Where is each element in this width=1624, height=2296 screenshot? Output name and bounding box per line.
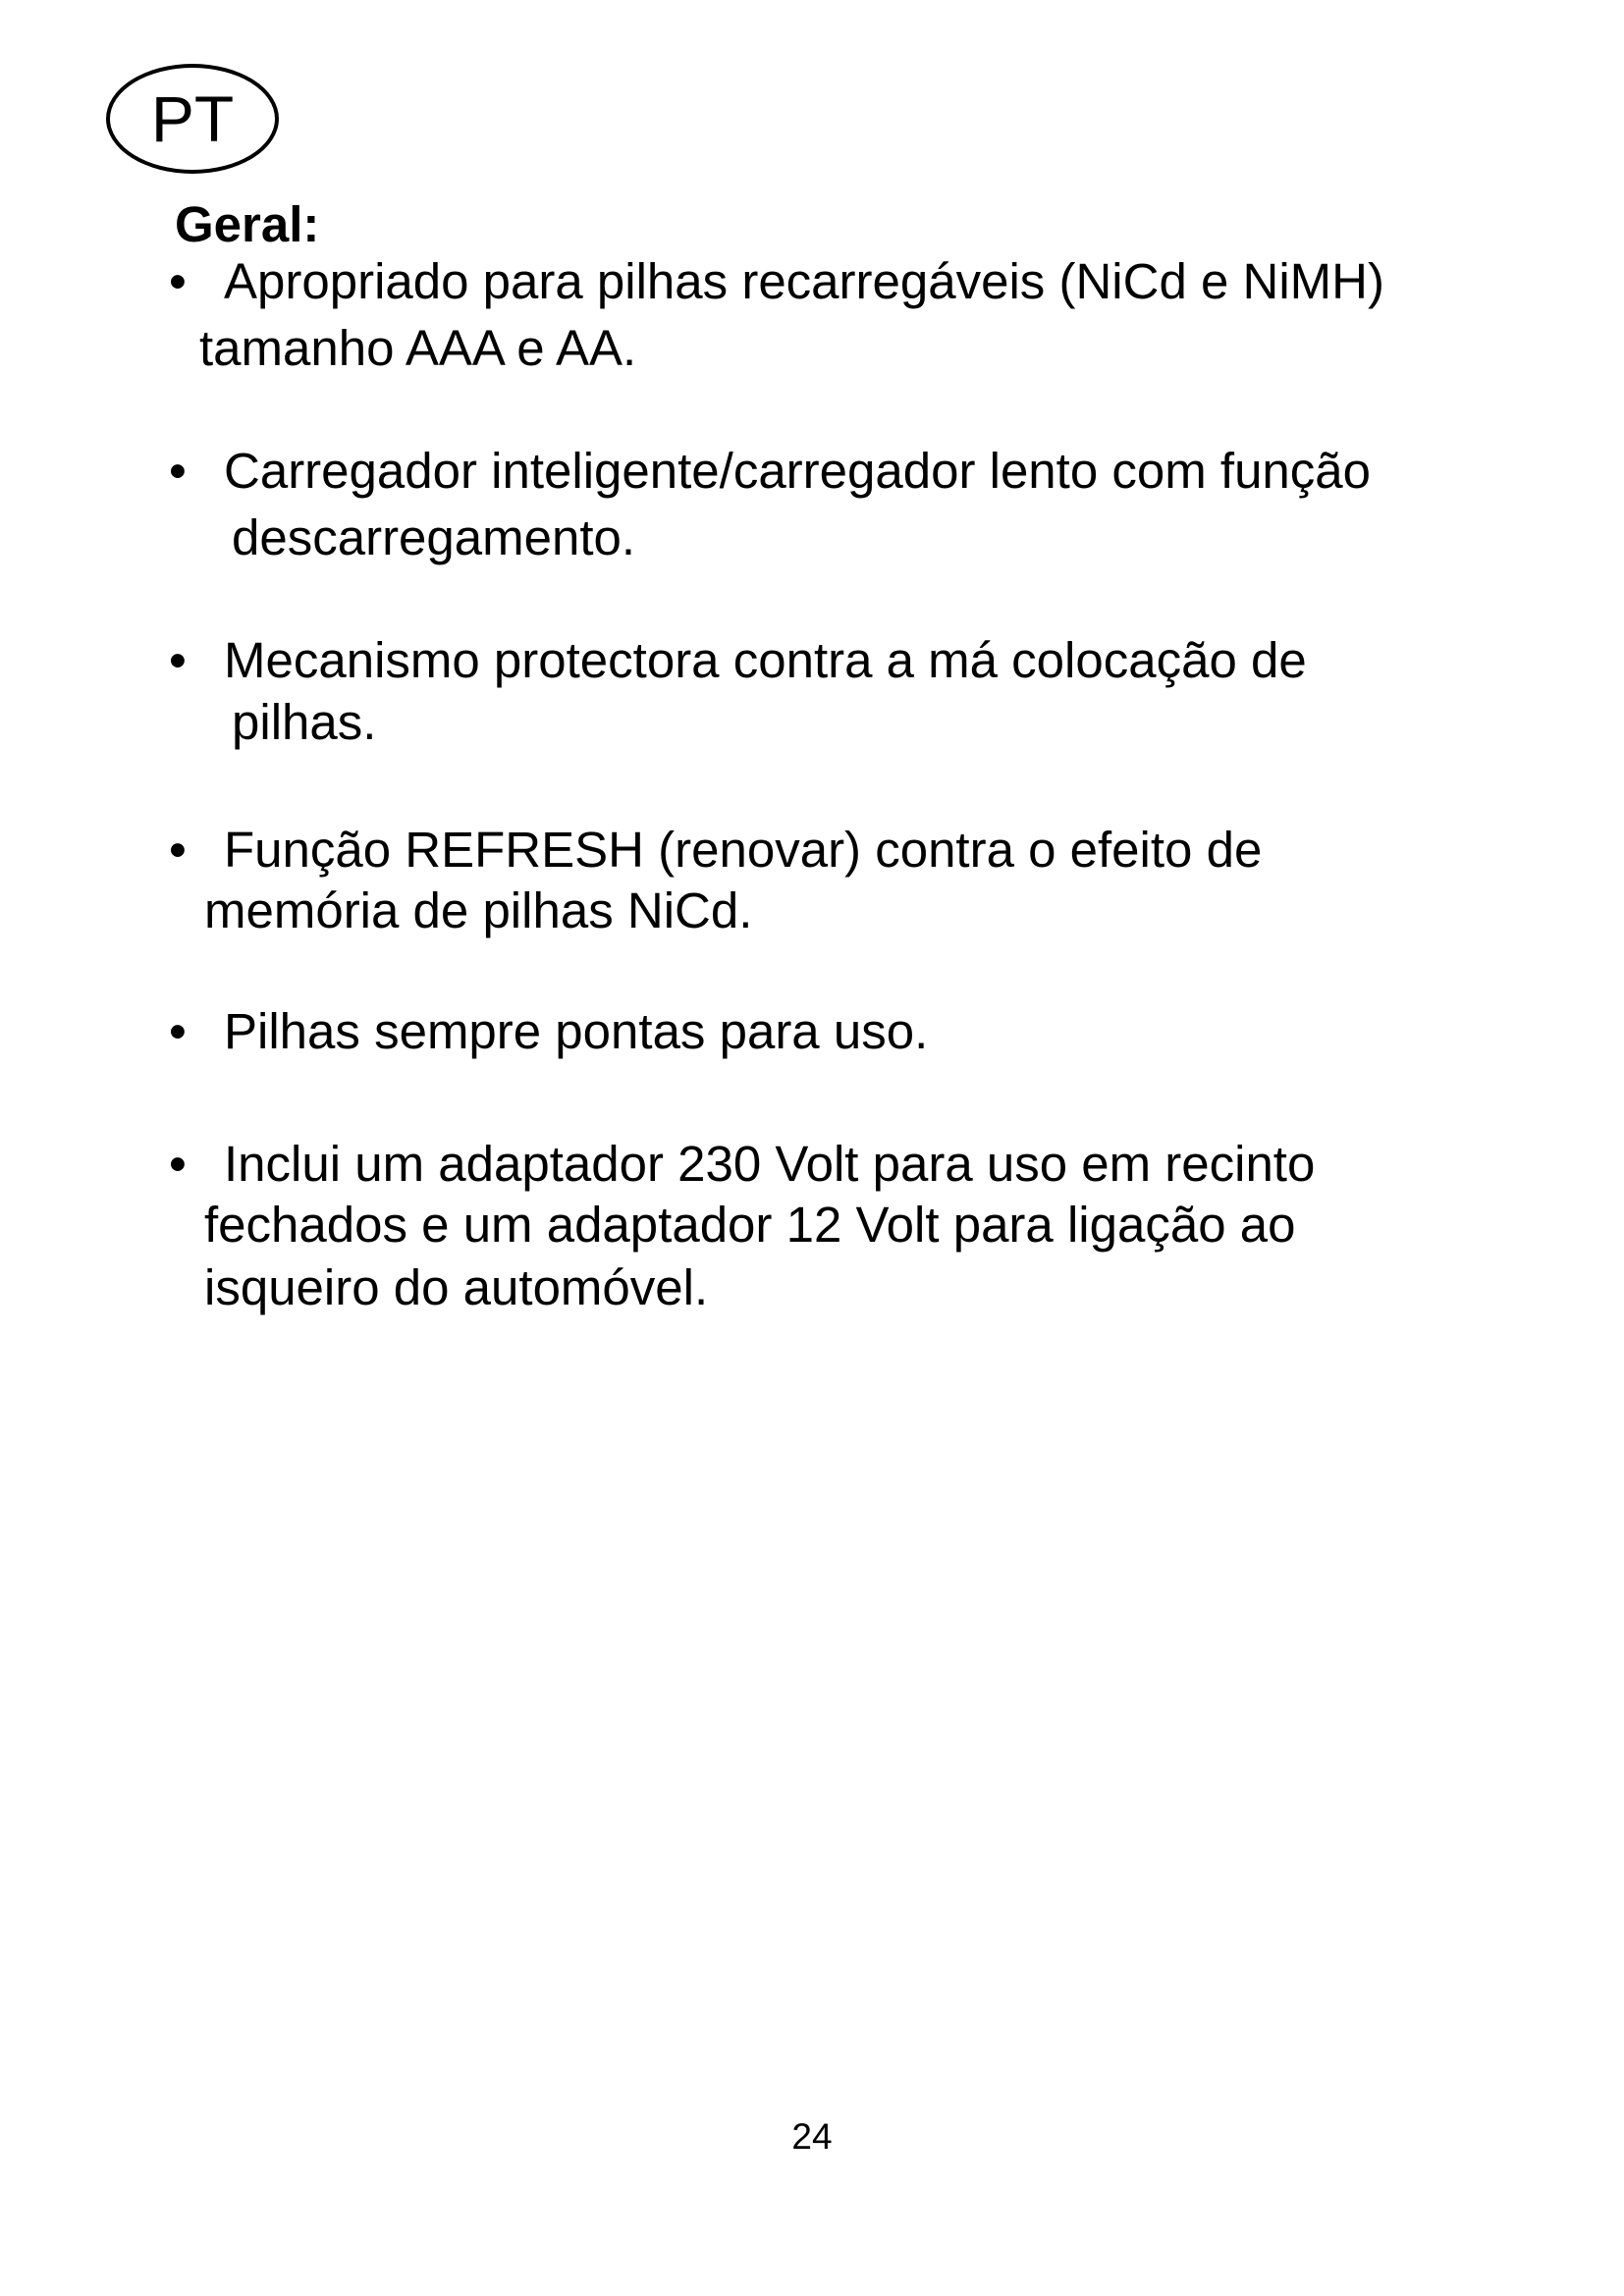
- bullet-icon: •: [169, 822, 187, 878]
- bullet-icon: •: [169, 632, 187, 688]
- list-item-line: fechados e um adaptador 12 Volt para ligação ao: [204, 1197, 1296, 1253]
- bullet-icon: •: [169, 443, 187, 499]
- list-item-line: Pilhas sempre pontas para uso.: [224, 1003, 929, 1059]
- list-item-line: Mecanismo protectora contra a má colocação de: [224, 632, 1307, 688]
- list-item-line: Apropriado para pilhas recarregáveis (NiCd e NiMH): [224, 253, 1384, 309]
- section-heading: Geral:: [175, 196, 320, 252]
- bullet-icon: •: [169, 1136, 187, 1192]
- list-item-line: pilhas.: [232, 694, 377, 750]
- list-item-line: memória de pilhas NiCd.: [204, 882, 753, 938]
- list-item-line: Função REFRESH (renovar) contra o efeito de: [224, 822, 1263, 878]
- page-number: 24: [791, 2116, 833, 2157]
- bullet-icon: •: [169, 1003, 187, 1059]
- bullet-icon: •: [169, 253, 187, 309]
- list-item-line: isqueiro do automóvel.: [204, 1259, 709, 1315]
- list-item-line: Inclui um adaptador 230 Volt para uso em recinto: [224, 1136, 1316, 1192]
- list-item-line: descarregamento.: [232, 509, 636, 565]
- list-item-line: Carregador inteligente/carregador lento com função: [224, 443, 1372, 499]
- language-badge: PT: [106, 64, 279, 174]
- list-item-line: tamanho AAA e AA.: [199, 320, 637, 376]
